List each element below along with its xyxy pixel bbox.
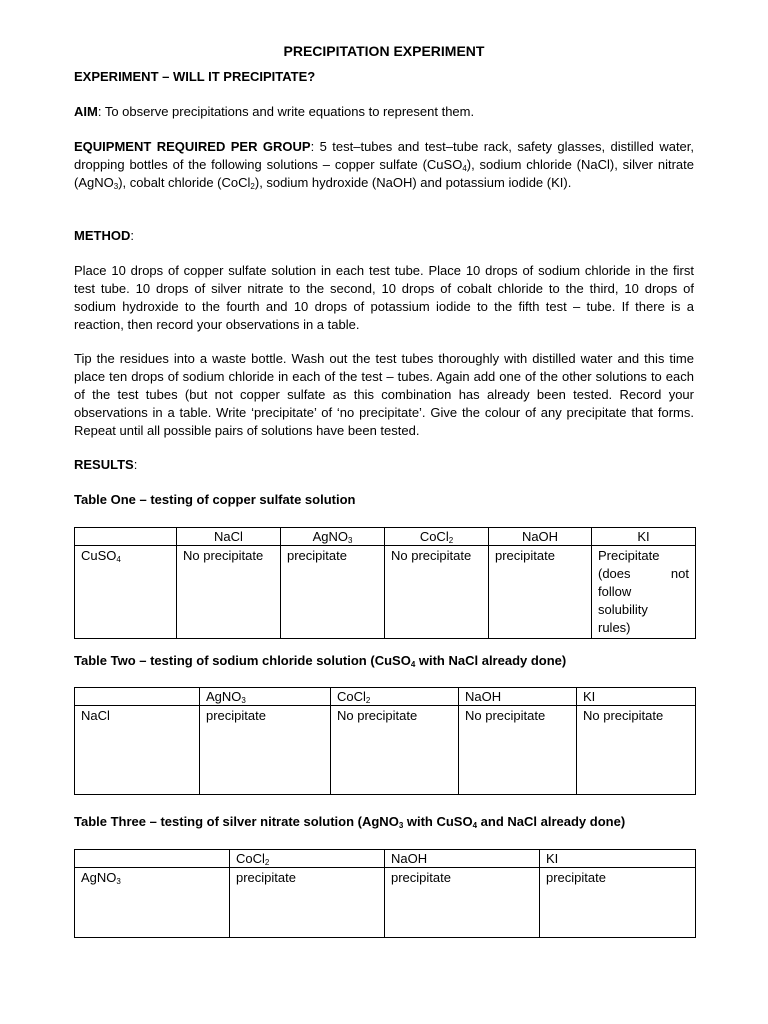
table-two-caption: Table Two – testing of sodium chloride solution (CuSO$_4$ with NaCl already done): [74, 653, 567, 669]
table-row: [75, 546, 696, 639]
document-title: PRECIPITATION EXPERIMENT: [283, 43, 485, 59]
table-three-caption: Table Three – testing of silver nitrate solution (AgNO$_3$ with CuSO$_4$ and NaCl already done): [74, 814, 626, 830]
table-one: [74, 527, 696, 639]
table-two: [74, 687, 696, 795]
row-header: NaCl: [75, 706, 200, 795]
column-header: CoCl$_2$: [331, 688, 459, 706]
column-header: NaOH: [459, 688, 577, 706]
table-one-caption: Table One – testing of copper sulfate solution: [74, 492, 356, 507]
table-row: [75, 688, 696, 706]
table-cell: precipitate: [230, 868, 385, 938]
aim-paragraph: AIM: To observe precipitations and write equations to represent them.: [74, 104, 475, 119]
results-heading: RESULTS:: [74, 457, 138, 472]
column-header: KI: [540, 850, 696, 868]
table-cell: precipitate: [540, 868, 696, 938]
column-header: KI: [577, 688, 696, 706]
row-header: CuSO$_4$: [75, 546, 177, 639]
table-cell: [75, 850, 230, 868]
method-heading: METHOD:: [74, 228, 134, 243]
table-cell: No precipitate: [177, 546, 281, 639]
column-header: CoCl$_2$: [230, 850, 385, 868]
experiment-heading: EXPERIMENT – WILL IT PRECIPITATE?: [74, 69, 316, 84]
column-header: NaCl: [177, 528, 281, 546]
column-header: AgNO$_3$: [200, 688, 331, 706]
table-cell: No precipitate: [331, 706, 459, 795]
table-cell: No precipitate: [577, 706, 696, 795]
column-header: CoCl$_2$: [385, 528, 489, 546]
table-row: [75, 706, 696, 795]
table-cell: precipitate: [489, 546, 592, 639]
table-cell: Precipitate (does not follow solubility rules): [592, 546, 696, 639]
table-three: [74, 849, 696, 938]
equipment-paragraph: EQUIPMENT REQUIRED PER GROUP: 5 test–tubes and test–tube rack, safety glasses, distilled water, dropping bottles of the following solutions – copper sulfate (CuSO$_4$), sodium chloride (NaCl), silver nitrate (AgNO$_3$), cobalt chloride (CoCl$_2$), sodium hydroxide (NaOH) and potassium iodide (KI).: [74, 139, 695, 191]
column-header: NaOH: [385, 850, 540, 868]
table-cell: [75, 528, 177, 546]
table-cell: precipitate: [281, 546, 385, 639]
table-cell: [75, 688, 200, 706]
method-paragraph-2: Tip the residues into a waste bottle. Wash out the test tubes thoroughly with distilled water and this time place ten drops of sodium chloride in each of the test – tubes. Again add one of the other solutions to each of the test tubes (but not copper sulfate as this combination has already been tested. Record your observations in a table. Write ‘precipitate’ of ‘no precipitate’. Give the colour of any precipitate that forms. Repeat until all possible pairs of solutions have been tested.: [74, 351, 694, 438]
table-cell: precipitate: [200, 706, 331, 795]
table-cell: precipitate: [385, 868, 540, 938]
table-cell: No precipitate: [459, 706, 577, 795]
column-header: AgNO$_3$: [281, 528, 385, 546]
equipment-label: EQUIPMENT REQUIRED PER GROUP: [74, 139, 311, 154]
table-row: [75, 850, 696, 868]
column-header: NaOH: [489, 528, 592, 546]
table-cell: No precipitate: [385, 546, 489, 639]
row-header: AgNO$_3$: [75, 868, 230, 938]
table-row: [75, 528, 696, 546]
method-paragraph-1: Place 10 drops of copper sulfate solution in each test tube. Place 10 drops of sodium chloride in the first test tube. 10 drops of silver nitrate to the second, 10 drops of cobalt chloride to the third, 10 drops of sodium hydroxide to the fourth and 10 drops of potassium iodide to the fifth test – tube. If there is a reaction, then record your observations in a table.: [74, 263, 694, 332]
aim-label: AIM: [74, 104, 98, 119]
column-header: KI: [592, 528, 696, 546]
table-row: [75, 868, 696, 938]
